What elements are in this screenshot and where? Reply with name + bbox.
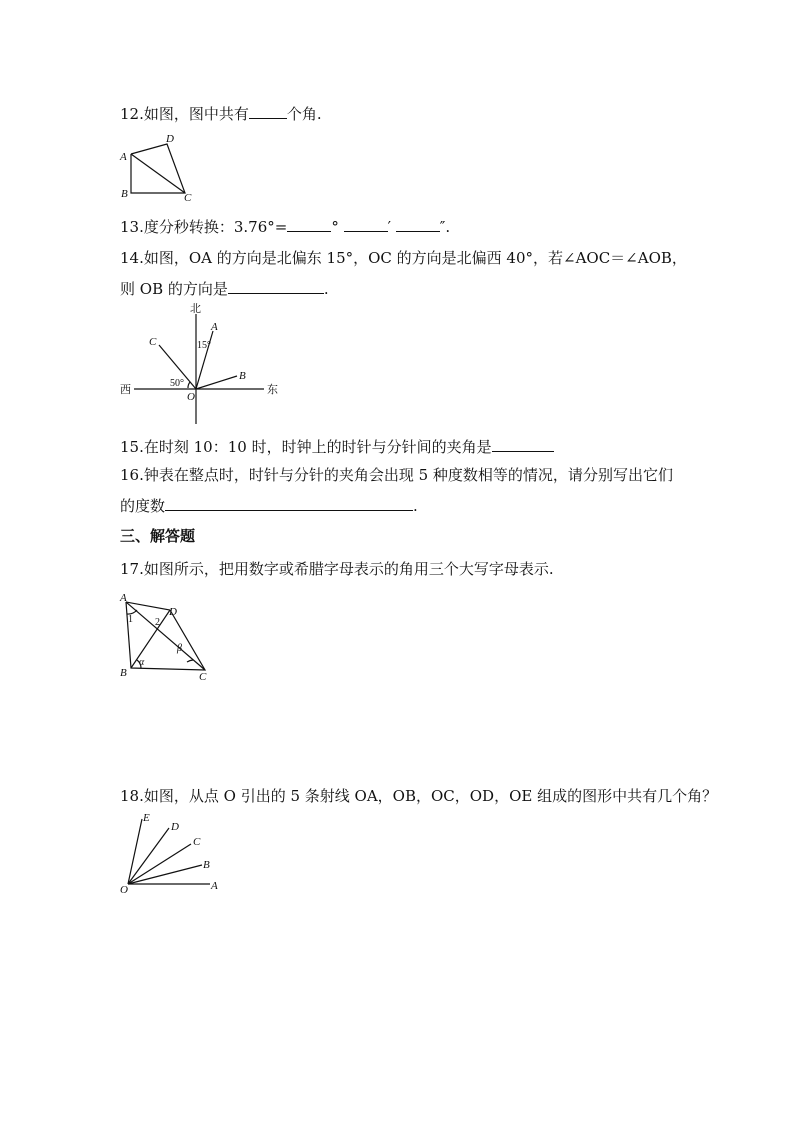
q14-label-west: 西 [120,384,131,396]
q13-second-blank[interactable] [396,215,440,232]
q14-text: 则 OB 的方向是 [120,280,228,298]
q13-minute-blank[interactable] [344,215,388,232]
question-16-line2 [120,494,418,516]
q16-text: 的度数 [120,497,166,515]
q12-text: 12.如图，图中共有 [120,105,249,123]
q13-second-symbol: ″. [439,218,451,236]
q12-label-a: A [120,151,127,163]
q12-suffix: 个角. [286,105,322,123]
q13-text: 13.度分秒转换：3.76°= [120,218,288,236]
q17-diagonal-ac [126,602,205,670]
q13-degree-blank[interactable] [287,215,331,232]
q13-minute-symbol: ′ [387,218,392,236]
q14-suffix: . [323,280,329,298]
q13-degree-symbol: ° [331,218,339,236]
q17-label-b: B [120,667,127,679]
q18-figure [115,810,225,895]
q16-suffix: . [413,497,418,515]
question-13 [120,215,450,237]
q12-quad-outline [131,144,185,193]
q17-diagonal-bd [131,610,170,668]
q14-label-east: 东 [267,384,278,396]
q14-label-a: A [211,321,218,333]
q14-label-o: O [187,391,195,403]
q14-label-50deg: 50° [170,378,184,389]
q15-text: 15.在时刻 10：10 时，时钟上的时针与分针间的夹角是 [120,438,492,456]
question-14-line2 [120,277,329,299]
q14-figure [112,302,287,427]
question-16-line1: 16.钟表在整点时，时针与分针的夹角会出现 5 种度数相等的情况，请分别写出它们 [120,466,673,484]
question-12 [120,102,322,124]
q17-label-c: C [199,671,207,683]
q18-label-b: B [203,859,210,871]
q15-answer-blank[interactable] [492,435,554,452]
q18-label-o: O [120,884,128,896]
question-14-line1: 14.如图，OA 的方向是北偏东 15°，OC 的方向是北偏西 40°，若∠AOC＝∠AOB， [120,249,687,267]
q17-label-alpha: α [139,657,145,668]
q12-label-d: D [166,133,174,145]
q12-figure [115,130,205,205]
question-18: 18.如图，从点 O 引出的 5 条射线 OA，OB，OC，OD，OE 组成的图形中共有几个角？ [120,787,718,805]
q12-label-c: C [184,192,192,204]
q14-answer-blank[interactable] [228,277,324,294]
q14-label-c: C [149,336,157,348]
q17-label-2: 2 [155,617,160,628]
q17-label-beta: β [177,643,182,654]
q17-label-a: A [120,592,127,604]
q17-label-d: D [169,606,177,618]
section-3-title: 三、解答题 [120,527,196,545]
q17-angle-arc-beta [187,660,193,662]
q14-ray-ob [196,376,237,389]
question-17: 17.如图所示，把用数字或希腊字母表示的角用三个大写字母表示. [120,560,554,578]
q12-diagonal-ac [131,154,185,193]
q14-angle-arc [188,382,190,388]
q18-label-d: D [171,821,179,833]
q18-label-c: C [193,836,201,848]
q16-answer-blank[interactable] [165,494,413,511]
q14-label-north: 北 [190,303,201,315]
q18-ray-oc [128,844,191,884]
q12-label-b: B [121,188,128,200]
q17-label-1: 1 [128,614,133,625]
q17-figure [113,588,213,683]
q14-label-b: B [239,370,246,382]
q18-label-e: E [143,812,150,824]
q14-label-15deg: 15° [197,340,211,351]
q12-answer-blank[interactable] [249,102,287,119]
q18-label-a: A [211,880,218,892]
question-15 [120,435,554,457]
